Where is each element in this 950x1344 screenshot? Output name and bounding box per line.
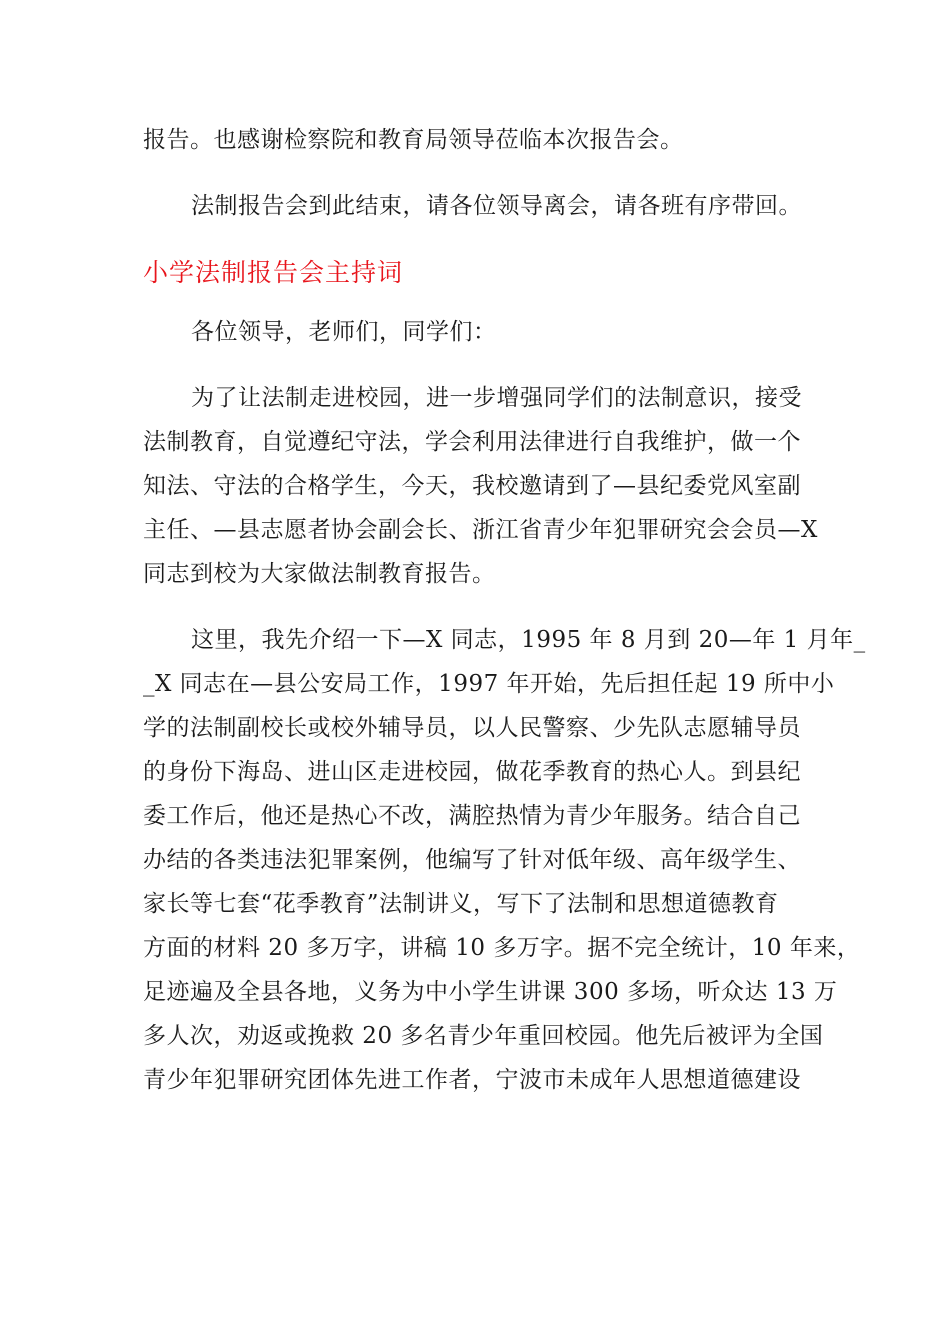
paragraph-2-line: 办结的各类违法犯罪案例，他编写了针对低年级、高年级学生、 — [143, 847, 801, 873]
intro-line-1: 报告。也感谢检察院和教育局领导莅临本次报告会。 — [143, 127, 684, 153]
paragraph-1-line: 主任、—县志愿者协会副会长、浙江省青少年犯罪研究会会员—X — [143, 517, 818, 543]
paragraph-2-line: 学的法制副校长或校外辅导员，以人民警察、少先队志愿辅导员 — [143, 715, 801, 741]
paragraph-2-line: 的身份下海岛、进山区走进校园，做花季教育的热心人。到县纪 — [143, 759, 801, 785]
paragraph-2-line: 足迹遍及全县各地，义务为中小学生讲课 300 多场，听众达 13 万 — [143, 979, 838, 1005]
paragraph-2-line: 多人次，劝返或挽救 20 多名青少年重回校园。他先后被评为全国 — [143, 1023, 824, 1049]
paragraph-2 — [143, 618, 866, 1102]
greeting: 各位领导，老师们，同学们： — [191, 319, 497, 345]
document-body — [143, 118, 866, 1102]
paragraph-2-line: 家长等七套“花季教育”法制讲义，写下了法制和思想道德教育 — [143, 891, 779, 917]
paragraph-1 — [143, 376, 823, 596]
section-heading: 小学法制报告会主持词 — [143, 258, 404, 287]
paragraph-1-line: 为了让法制走进校园，进一步增强同学们的法制意识，接受 — [191, 385, 802, 411]
paragraph-1-line: 同志到校为大家做法制教育报告。 — [143, 561, 496, 587]
paragraph-2-line: 这里，我先介绍一下—X 同志，1995 年 8 月到 20—年 1 月年_ — [191, 627, 866, 653]
paragraph-2-line: 青少年犯罪研究团体先进工作者，宁波市未成年人思想道德建设 — [143, 1067, 801, 1093]
paragraph-2-line: _X 同志在—县公安局工作，1997 年开始，先后担任起 19 所中小 — [143, 671, 835, 697]
paragraph-2-line: 委工作后，他还是热心不改，满腔热情为青少年服务。结合自己 — [143, 803, 801, 829]
intro-line-2: 法制报告会到此结束，请各位领导离会，请各班有序带回。 — [191, 193, 802, 219]
paragraph-2-line: 方面的材料 20 多万字，讲稿 10 多万字。据不完全统计，10 年来， — [143, 935, 861, 961]
paragraph-1-line: 知法、守法的合格学生，今天，我校邀请到了—县纪委党风室副 — [143, 473, 801, 499]
paragraph-1-line: 法制教育，自觉遵纪守法，学会利用法律进行自我维护，做一个 — [143, 429, 801, 455]
